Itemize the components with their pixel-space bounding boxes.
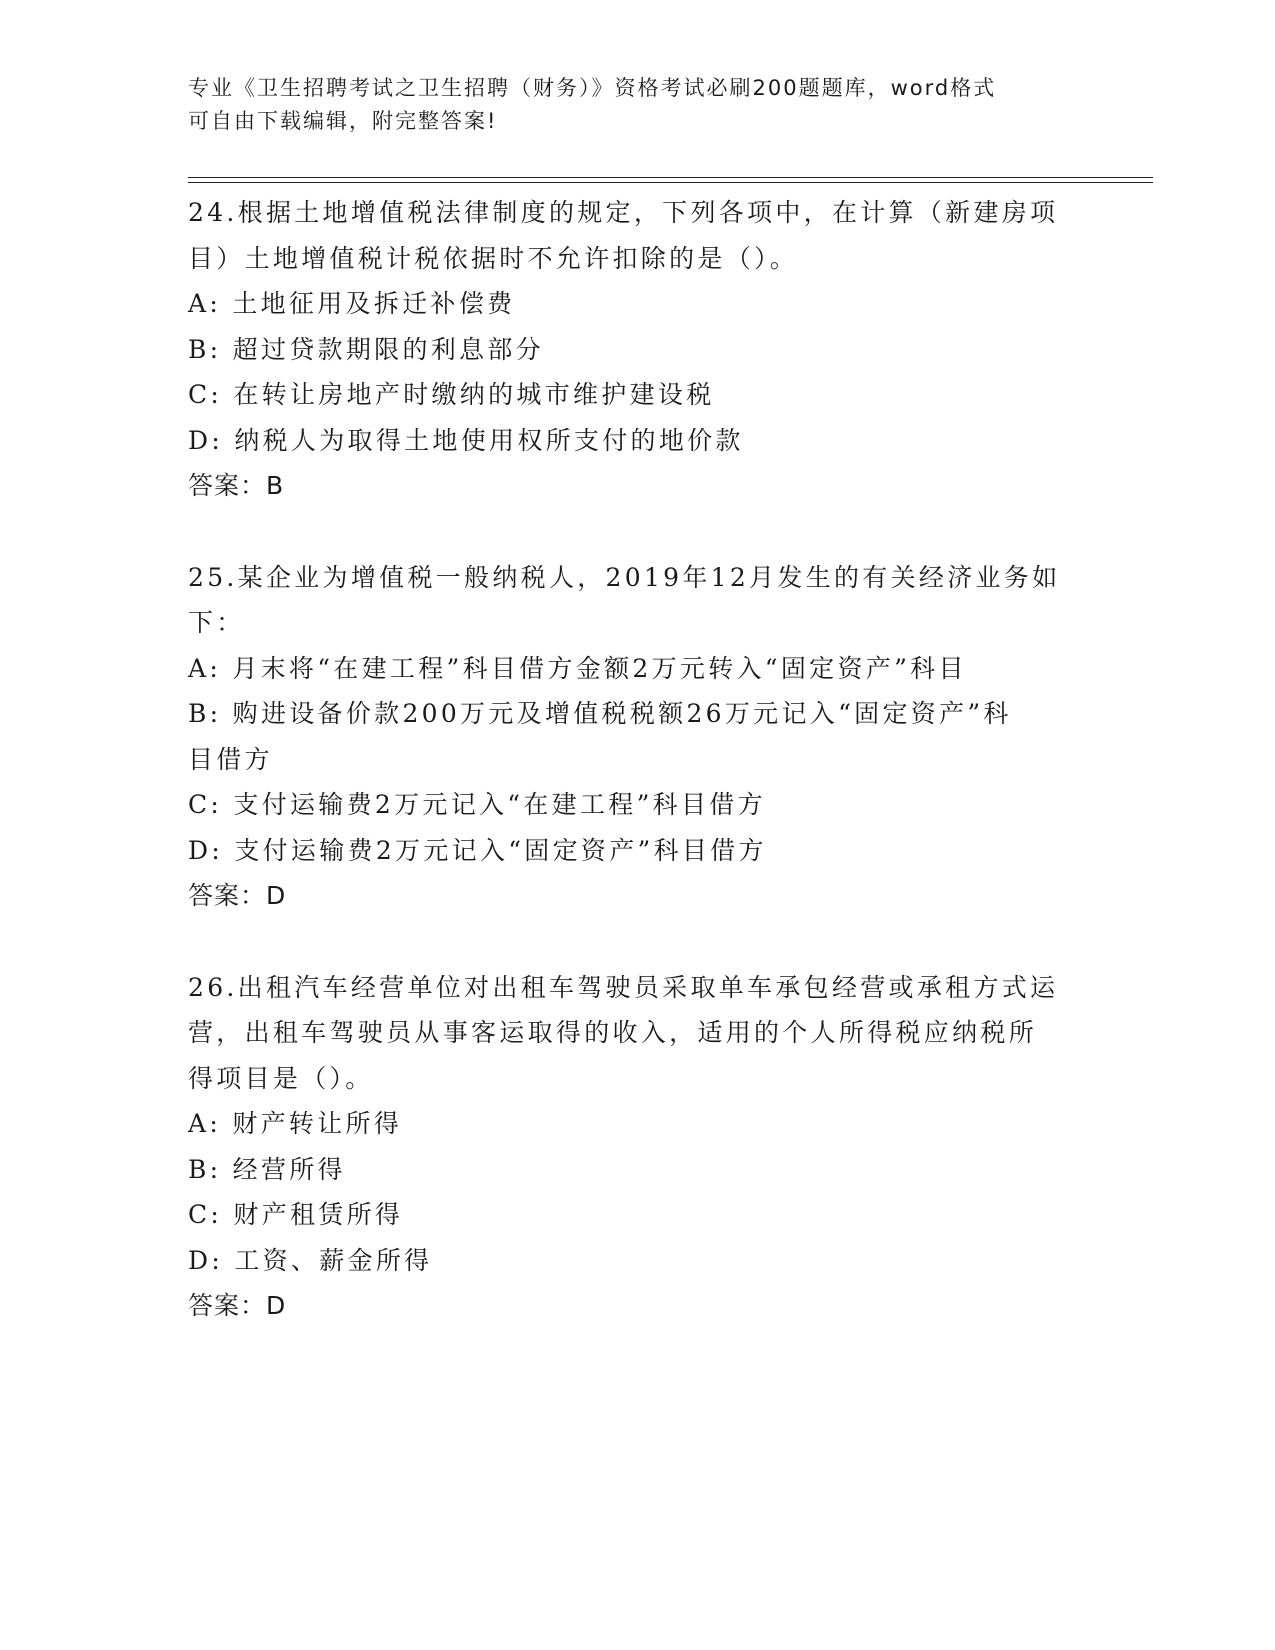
option-b: B: 购进设备价款200万元及增值税税额26万元记入“固定资产”科 <box>188 699 1012 728</box>
header-divider-top <box>188 177 1153 178</box>
option-b-continued: 目借方 <box>188 744 273 774</box>
question-stem-line: 营，出租车驾驶员从事客运取得的收入，适用的个人所得税应纳税所 <box>188 1018 1038 1047</box>
question-stem-line: 下： <box>188 608 245 637</box>
option-d: D: 纳税人为取得土地使用权所支付的地价款 <box>188 425 744 455</box>
question-stem-line: 24.根据土地增值税法律制度的规定，下列各项中，在计算（新建房项 <box>188 198 1059 227</box>
question-stem-line: 目）土地增值税计税依据时不允许扣除的是（）。 <box>188 243 799 273</box>
answer-label: 答案：D <box>188 881 287 910</box>
option-a: A: 月末将“在建工程”科目借方金额2万元转入“固定资产”科目 <box>188 653 967 683</box>
option-d: D: 工资、薪金所得 <box>188 1245 433 1275</box>
question-stem-line: 25.某企业为增值税一般纳税人，2019年12月发生的有关经济业务如 <box>188 562 1061 592</box>
option-c: C: 支付运输费2万元记入“在建工程”科目借方 <box>188 790 766 819</box>
question-list <box>188 190 1088 1375</box>
question-24 <box>188 190 1088 509</box>
option-a: A: 财产转让所得 <box>188 1109 403 1138</box>
question-25 <box>188 555 1088 919</box>
header-line-2: 可自由下载编辑，附完整答案! <box>188 109 498 133</box>
document-header <box>188 72 1068 138</box>
option-c: C: 在转让房地产时缴纳的城市维护建设税 <box>188 380 715 409</box>
question-stem-line: 得项目是（）。 <box>188 1063 374 1093</box>
answer-label: 答案：B <box>188 471 285 500</box>
header-line-1: 专业《卫生招聘考试之卫生招聘（财务）》资格考试必刷200题题库，word格式 <box>188 76 997 100</box>
question-stem-line: 26.出租汽车经营单位对出租车驾驶员采取单车承包经营或承租方式运 <box>188 972 1059 1002</box>
option-b: B: 经营所得 <box>188 1154 346 1184</box>
question-26 <box>188 965 1088 1329</box>
option-b: B: 超过贷款期限的利息部分 <box>188 334 544 364</box>
answer-label: 答案：D <box>188 1291 287 1320</box>
option-a: A: 土地征用及拆迁补偿费 <box>188 289 516 318</box>
option-d: D: 支付运输费2万元记入“固定资产”科目借方 <box>188 835 767 865</box>
header-divider-bottom <box>188 182 1153 183</box>
option-c: C: 财产租赁所得 <box>188 1200 404 1229</box>
